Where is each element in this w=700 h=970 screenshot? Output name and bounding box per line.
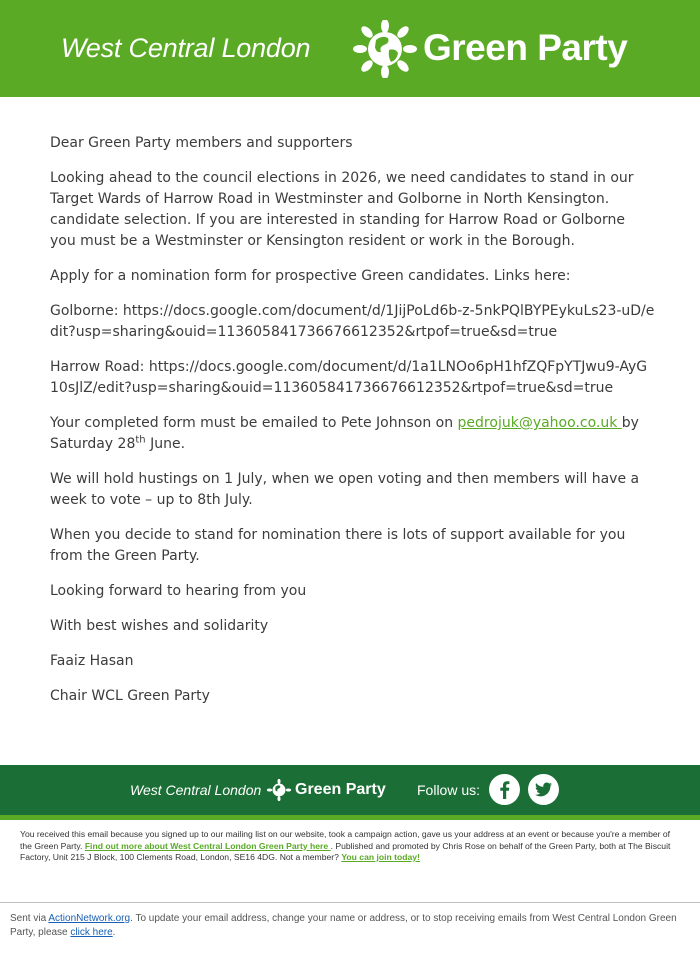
- signature-title: Chair WCL Green Party: [50, 688, 210, 704]
- facebook-icon[interactable]: [489, 774, 520, 805]
- golborne-link-paragraph: [50, 301, 655, 343]
- green-party-sunflower-globe-icon: [352, 20, 418, 78]
- deadline-month: June.: [145, 436, 186, 452]
- golborne-url: https://docs.google.com/document/d/1JijPoLd6b-z-5nkPQlBYPEykuLs23-uD/edit?usp=sharing&ouid=113605841736676612352&rtpof=true&sd=true: [50, 303, 655, 340]
- footer-disclaimer: [20, 829, 682, 864]
- harrow-label: Harrow Road:: [50, 359, 149, 375]
- email-instruction-text: Your completed form must be emailed to Pete Johnson on: [50, 415, 458, 431]
- sent-via-text: Sent via: [10, 913, 49, 924]
- unsubscribe-text: . To update your email address, change your name or address, or to stop receiving emails from West Central London Green Party, please: [10, 913, 677, 938]
- actionnetwork-link[interactable]: ActionNetwork.org: [48, 913, 131, 924]
- disclaimer-text-2: . Published and promoted by Chris Rose on behalf of the Green Party, both at The Biscuit Factory, Unit 215 J Block, 100 Clements Road, London, SE16 4DG. Not a member?: [20, 840, 671, 862]
- email-header: [0, 0, 700, 97]
- header-org-name: West Central London: [61, 33, 311, 63]
- hustings-paragraph: We will hold hustings on 1 July, when we open voting and then members will have a week to vote – up to 8th July.: [50, 471, 640, 508]
- signature-name: Faaiz Hasan: [50, 653, 134, 669]
- follow-us-label: Follow us:: [417, 782, 481, 798]
- greeting: Dear Green Party members and supporters: [50, 135, 353, 151]
- deadline-text: by Saturday 28: [50, 415, 639, 452]
- harrow-link-paragraph: [50, 357, 655, 399]
- footer-band: [0, 765, 700, 815]
- sent-end: .: [112, 927, 116, 938]
- disclaimer-text: You received this email because you signed up to our mailing list on our website, took a campaign action, gave us your address at an event or because you're a member of the Green Party.: [20, 829, 671, 851]
- footer-party-name: Green Party: [295, 781, 386, 798]
- footer-divider: [0, 902, 700, 903]
- support-paragraph: When you decide to stand for nomination there is lots of support available for you from the Green Party.: [50, 527, 626, 564]
- golborne-label: Golborne:: [50, 303, 123, 319]
- footer-accent-rule: [0, 815, 700, 820]
- sign-off: With best wishes and solidarity: [50, 618, 269, 634]
- intro-paragraph: Looking ahead to the council elections in 2026, we need candidates to stand in our Target Wards of Harrow Road in Westminster and Golborne in North Kensington. candidate selection. If you are interested in standing for Harrow Road or Golborne you must be a Westminster or Kensington resident or work in the Borough.: [50, 170, 634, 249]
- email-instruction-paragraph: [50, 413, 655, 455]
- footer-org-name: West Central London: [130, 782, 262, 798]
- apply-paragraph: Apply for a nomination form for prospective Green candidates. Links here:: [50, 268, 571, 284]
- join-today-link[interactable]: You can join today!: [341, 852, 420, 862]
- closing-line: Looking forward to hearing from you: [50, 583, 307, 599]
- green-party-sunflower-globe-icon: [266, 779, 292, 801]
- deadline-ordinal: th: [135, 434, 146, 446]
- header-party-name: Green Party: [423, 27, 628, 68]
- email-body: [50, 133, 655, 721]
- sent-via-notice: [10, 912, 690, 940]
- harrow-url: https://docs.google.com/document/d/1a1LNOo6pH1hfZQFpYTJwu9-AyG10sJlZ/edit?usp=sharing&ouid=113605841736676612352&rtpof=true&sd=true: [50, 359, 648, 396]
- email-link[interactable]: pedrojuk@yahoo.co.uk: [457, 415, 622, 431]
- click-here-link[interactable]: click here: [70, 927, 113, 938]
- find-out-more-link[interactable]: Find out more about West Central London Green Party here: [84, 840, 331, 851]
- twitter-icon[interactable]: [528, 774, 559, 805]
